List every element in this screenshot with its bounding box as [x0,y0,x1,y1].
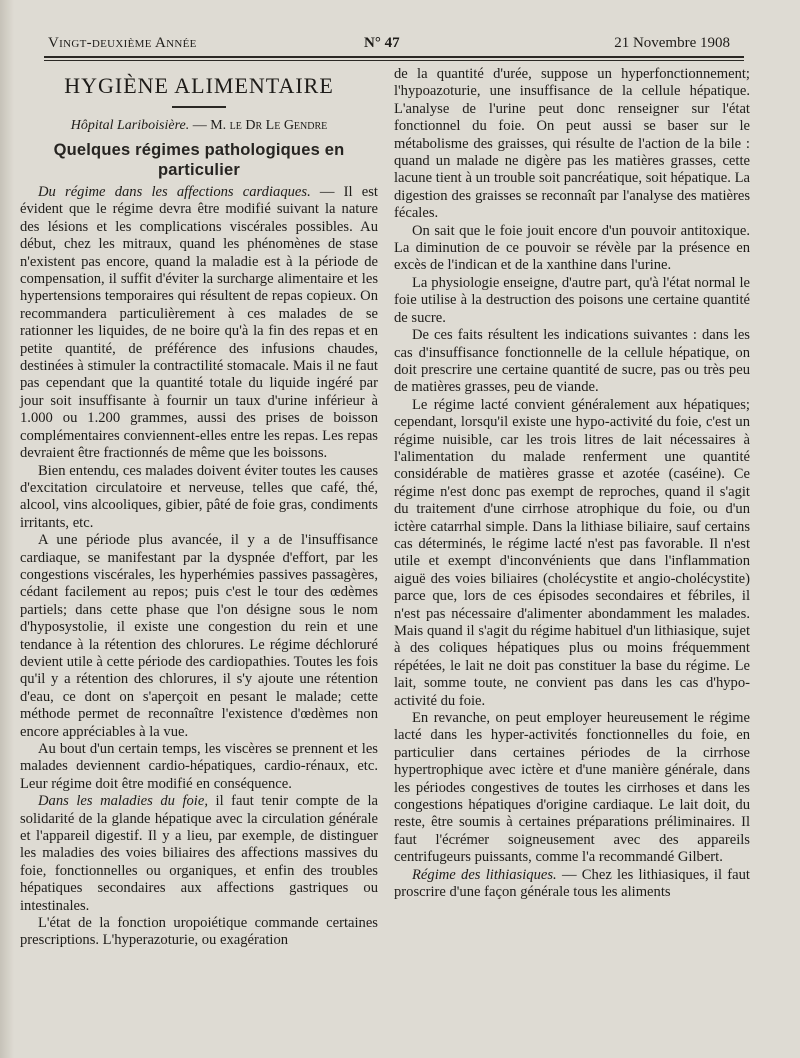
left-column [20,66,378,950]
paragraph [394,710,750,867]
paragraph-text: De ces faits résultent les indications suivantes : dans les cas d'insuffisance fonctionnelle de la cellule hépatique, on doit prescrire une certaine quantité de sucre, pas ou très peu de matières grasses, peu de viande. [394,327,750,396]
paragraph [394,66,750,223]
paragraph-lead: Régime des lithiasiques. [412,866,557,883]
paragraph [20,184,378,463]
paragraph-text: On sait que le foie jouit encore d'un pouvoir antitoxique. La diminution de ce pouvoir se révèle par la présence en excès de l'indican et de la xanthine dans l'urine. [394,222,750,274]
volume-label: Vingt-deuxième Année [48,35,197,51]
page-edge-shadow [0,0,14,1058]
paragraph-text: Au bout d'un certain temps, les viscères se prennent et les malades deviennent cardio-hépatiques, cardio-rénaux, etc. Leur régime doit être modifié en conséquence. [20,741,378,792]
paragraph [20,741,378,793]
article-title: Quelques régimes pathologiques en particulier [53,141,345,179]
right-column [394,66,750,902]
running-head [48,34,730,52]
paragraph [394,223,750,275]
header-rule [44,56,744,61]
paragraph-text: — Chez les lithiasiques, il faut proscrire d'une façon générale tous les aliments [394,866,750,901]
paragraph-text: En revanche, on peut employer heureusement le régime lacté dans les hyper-activités fonctionnelles du foie, en particulier dans certaines périodes de la cirrhose hypertrophique avec ictère et d'une manière générale, dans les périodes congestives de toutes les cirrhoses et dans les congestions hépatiques d'origine cardiaque. Le lait doit, du reste, être soumis à certaines préparations préliminaires. Il faut l'écrémer soigneusement avec des appareils centrifugeurs puissants, comme l'a recommandé Gilbert. [394,710,750,866]
issue-date: 21 Novembre 1908 [614,35,730,51]
paragraph-text: Bien entendu, ces malades doivent éviter toutes les causes d'excitation circulatoire et nerveuse, telles que café, thé, alcool, vins alcooliques, gibier, pâté de foie gras, condiments irritants, etc. [20,462,378,531]
paragraph-text: A une période plus avancée, il y a de l'insuffisance cardiaque, se manifestant par la dyspnée d'effort, par les congestions viscérales, les hyperhémies passives passagères, cédant facilement au repos; puis c'est le tour des œdèmes partiels; dans cette phase que l'on désigne sous le nom d'hyposystolie, il existe une congestion du rein et une tendance à la rétention des chlorures. Le régime déchloruré devient utile à cette période des cardiopathies. Toutes les fois qu'il y a rétention des chlorures, il s'y ajoute une rétention d'eau, ce dont on s'aperçoit en pesant le malade; cette méthode permet de reconnaître l'existence d'œdèmes non encore appréciables à la vue. [20,532,378,740]
paragraph [20,915,378,950]
paragraph [20,793,378,915]
paragraph [394,275,750,327]
paragraph-text: La physiologie enseigne, d'autre part, qu'à l'état normal le foie utilise à la destruction des poisons une certaine quantité de sucre. [394,274,750,326]
byline-author: — M. le Dr Le Gendre [189,118,328,133]
byline-place: Hôpital Lariboisière. [70,118,190,133]
issue-number: N° 47 [364,35,400,51]
paragraph-text: Le régime lacté convient généralement aux hépatiques; cependant, lorsqu'il existe une hypo-activité du foie, c'est un régime nuisible, car les trois litres de lait nécessaires à l'alimentation du malade renferment une quantité considérable de matières grasse et azotée (caséine). Ce régime n'est donc pas exempt de reproches, quand il s'agit du traitement d'une cirrhose atrophique du foie, ou d'un ictère catarrhal simple. Dans la lithiase biliaire, sauf certains cas déterminés, le régime lacté n'est pas favorable. Il n'est utile et exempt d'inconvénients que dans l'inflammation aiguë des voies biliaires (cholécystite et angio-cholécystite) parce que, lors de ces épisodes secondaires et fébriles, il n'est pas nécessaire d'alimenter abondamment les malades. Mais quand il s'agit du régime habituel d'un lithiasique, sujet à des coliques hépatiques plus ou moins fréquemment répétées, le lait ne doit pas constituer la base du régime. Le lait, somme toute, ne convient pas dans les cas d'hypo-activité du foie. [394,396,750,709]
paragraph [20,463,378,533]
section-title: HYGIÈNE ALIMENTAIRE [64,73,334,98]
paragraph [394,397,750,710]
paragraph-text: de la quantité d'urée, suppose un hyperfonctionnement; l'hypoazoturie, une insuffisance de la cellule hépatique. L'analyse de l'urine peut donc renseigner sur l'état fonctionnel du foie. On peut aussi se baser sur le métabolisme des graisses, qui résulte de l'action de la bile : quand un malade ne digère pas les matières grasses, cette lacune tient à un trouble soit pancréatique, soit hépatique. La digestion des graisses se reconnaît par l'analyse des matières fécales. [394,66,750,222]
paragraph [394,327,750,397]
paragraph-text: L'état de la fonction uropoiétique commande certaines prescriptions. L'hyperazoturie, ou exagération [20,915,378,949]
paragraph-text: — Il est évident que le régime devra être modifié suivant la nature des lésions et les complications viscérales possibles. Au début, chez les mitraux, quand les phénomènes de stase n'existent pas encore, quand la maladie est à la période de compensation, il suffit d'éviter la surcharge alimentaire et les hypertensions temporaires qui résultent de repas copieux. On recommandera particulièrement à ces malades de se rationner les liquides, de ne boire qu'à la fin des repas et en petite quantité, de préférence des infusions chaudes, destinées à stimuler la contractilité stomacale. Mais il ne faut pas cependant que la quantité totale du liquide ingéré par jour soit insuffisante à fournir un taux d'urine inférieur à 1.000 ou 1.200 grammes, aussi des prises de boisson complémentaires conviennent-elles entre les repas. Les repas devraient être fractionnés de même que les boissons. [20,184,378,462]
paragraph-lead: Dans les maladies du foie, [38,793,208,810]
paragraph [20,532,378,741]
paragraph [394,867,750,902]
paragraph-lead: Du régime dans les affections cardiaques. [38,184,311,200]
byline [20,116,378,136]
title-divider [172,106,226,108]
paragraph-text: il faut tenir compte de la solidarité de la glande hépatique avec la circulation générale et l'appareil digestif. Il y a lieu, par exemple, de distinguer les maladies des voies biliaires des affections massives du foie, fonctionnelles ou organiques, et enfin des troubles hépatiques secondaires aux affections gastriques ou intestinales. [20,793,378,914]
